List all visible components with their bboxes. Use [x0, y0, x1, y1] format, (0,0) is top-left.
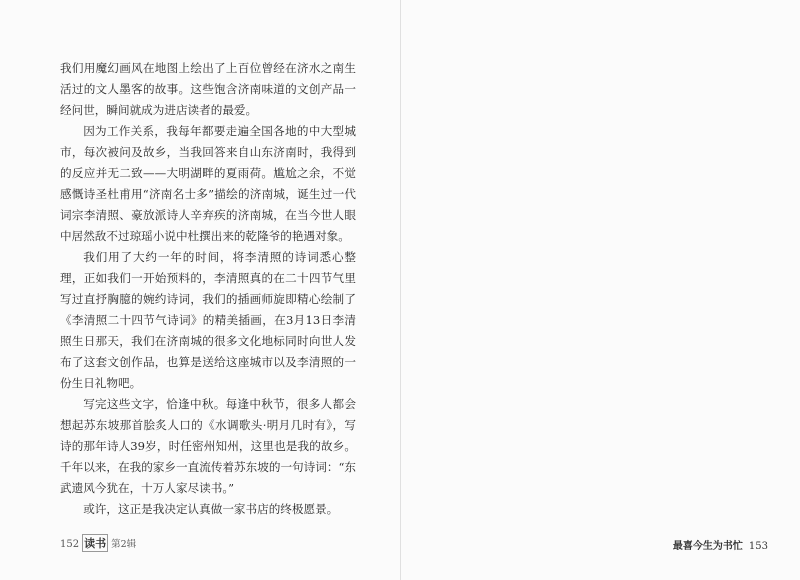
magazine-logo: 读书: [82, 534, 108, 552]
paragraph: 因为工作关系，我每年都要走遍全国各地的中大型城市，每次被问及故乡，当我回答来自山东济南时，我得到的反应并无二致——大明湖畔的夏雨荷。尴尬之余，不觉感慨诗圣杜甫用“济南名士多”描绘的济南城，诞生过一代词宗李清照、豪放派诗人辛弃疾的济南城，在当今世人眼中居然敌不过琼瑶小说中杜撰出来的乾隆爷的艳遇对象。: [60, 124, 356, 243]
paragraph: 我们用了大约一年的时间，将李清照的诗词悉心整理，正如我们一开始预料的，李清照真的在二十四节气里写过直抒胸臆的婉约诗词，我们的插画师旋即精心绘制了《李清照二十四节气诗词》的精美插画，在3月13日李清照生日那天，我们在济南城的很多文化地标同时向世人发布了这套文创作品，也算是送给这座城市以及李清照的一份生日礼物吧。: [60, 250, 356, 390]
article-body: [60, 58, 356, 520]
right-page: [400, 0, 800, 580]
paragraph: 写完这些文字，恰逢中秋。每逢中秋节，很多人都会想起苏东坡那首脍炙人口的《水调歌头·明月几时有》，写诗的那年诗人39岁，时任密州知州，这里也是我的故乡。千年以来，在我的家乡一直流传着苏东坡的一句诗词：“东武遗风今犹在，十万人家尽读书。”: [60, 397, 356, 495]
paragraph: 我们用魔幻画风在地图上绘出了上百位曾经在济水之南生活过的文人墨客的故事。这些饱含济南味道的文创产品一经问世，瞬间就成为进店读者的最爱。: [60, 61, 356, 117]
running-title: 最喜今生为书忙: [672, 541, 743, 552]
page-number: 152: [60, 539, 80, 550]
left-folio: [60, 534, 136, 552]
page-number: 153: [748, 541, 768, 552]
right-folio: [673, 537, 768, 552]
paragraph: 或许，这正是我决定认真做一家书店的终极愿景。: [83, 502, 339, 516]
issue-label: 第2辑: [111, 539, 137, 550]
